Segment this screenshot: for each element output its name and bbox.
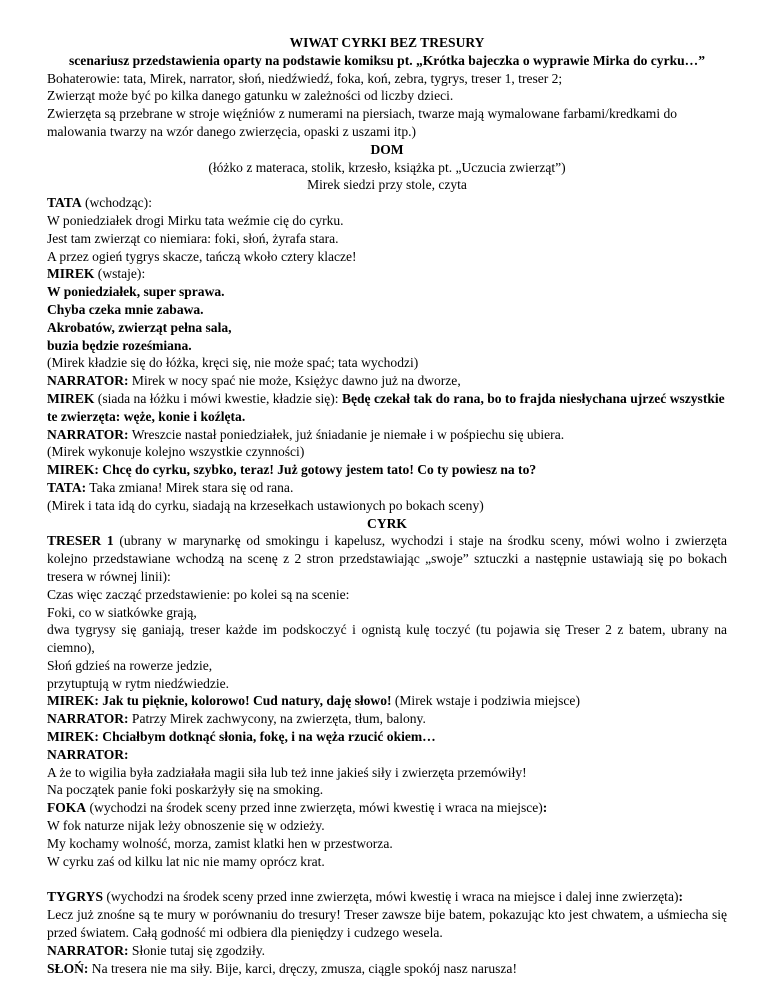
stage-note: (wychodzi na środek sceny przed inne zwierzęta, mówi kwestię i wraca na miejsce i dalej inne zwierzęta) — [102, 889, 679, 905]
document-subtitle: scenariusz przedstawienia oparty na podstawie komiksu pt. „Krótka bajeczka o wyprawie Mirka do cyrku…” — [69, 52, 705, 68]
speaker-mirek: MIREK — [47, 266, 95, 282]
colon: : — [678, 889, 683, 905]
stage-note: (siada na łóżku i mówi kwestie, kładzie się): — [94, 390, 342, 406]
dialogue-mirek — [47, 390, 727, 426]
stage-direction: (Mirek wykonuje kolejno wszystkie czynności) — [47, 444, 305, 460]
narrator-text: Wreszcie nastał poniedziałek, już śniadanie je niemałe i w pośpiechu się ubiera. — [128, 426, 565, 442]
mirek-line: MIREK: Jak tu pięknie, kolorowo! Cud natury, daję słowo! — [47, 693, 392, 709]
narrator-text: Mirek w nocy spać nie może, Księżyc dawno już na dworze, — [128, 373, 461, 389]
paragraph-gap — [47, 870, 727, 888]
verse-line: W cyrku zaś od kilku lat nic nie mamy oprócz krat. — [47, 853, 325, 869]
speaker-narrator: NARRATOR: — [47, 426, 129, 442]
dialogue-mirek: MIREK: Chciałbym dotknąć słonia, fokę, i na węża rzucić okiem… — [47, 729, 436, 745]
verse-line: Jest tam zwierząt co niemiara: foki, słoń, żyrafa stara. — [47, 230, 339, 246]
stage-setting: (łóżko z materaca, stolik, krzesło, książka pt. „Uczucia zwierząt”) — [208, 159, 566, 175]
verse-line: buzia będzie roześmiana. — [47, 337, 192, 353]
document-title: WIWAT CYRKI BEZ TRESURY — [289, 35, 485, 50]
dialogue-narrator — [47, 372, 727, 390]
intro-line: Bohaterowie: tata, Mirek, narrator, słoń, niedźwiedź, foka, koń, zebra, tygrys, treser 1, treser 2; — [47, 70, 563, 86]
slon-line: Na tresera nie ma siły. Bije, karci, dręczy, zmusza, ciągle spokój nasz narusza! — [88, 960, 517, 976]
stage-direction: (Mirek kładzie się do łóżka, kręci się, nie może spać; tata wychodzi) — [47, 355, 419, 371]
mirek-line: Będę czekał tak do rana, bo to frajda niesłychana ujrzeć wszystkie te zwierzęta: węże, konie i koźlęta. — [47, 390, 725, 424]
verse-line: A przez ogień tygrys skacze, tańczą wkoło cztery klacze! — [47, 248, 357, 264]
dialogue-narrator — [47, 426, 727, 444]
narrator-text: Na początek panie foki poskarżyły się na smoking. — [47, 782, 324, 798]
stage-note: (wychodzi na środek sceny przed inne zwierzęta, mówi kwestię i wraca na miejsce) — [86, 800, 543, 816]
scene-heading-dom: DOM — [370, 141, 404, 157]
dialogue-slon — [47, 960, 727, 978]
verse-line: Chyba czeka mnie zabawa. — [47, 301, 204, 317]
dialogue-mirek: MIREK: Chcę do cyrku, szybko, teraz! Już gotowy jestem tato! Co ty powiesz na to? — [47, 462, 537, 478]
dialogue-mirek — [47, 692, 727, 710]
speaker-slon: SŁOŃ: — [47, 960, 89, 976]
verse-line: My kochamy wolność, morza, zamist klatki hen w przestworza. — [47, 835, 393, 851]
scene-heading-cyrk: CYRK — [367, 515, 407, 531]
speaker-mirek: MIREK — [47, 390, 95, 406]
stage-note: (wchodząc): — [81, 195, 152, 211]
speaker-narrator: NARRATOR: — [47, 373, 129, 389]
tata-line: Taka zmiana! Mirek stara się od rana. — [86, 479, 294, 495]
dialogue-tata — [47, 479, 727, 497]
dialogue-tygrys — [47, 888, 727, 906]
dialogue-foka — [47, 799, 727, 817]
verse-line: W fok naturze nijak leży obnoszenie się w odzieży. — [47, 818, 325, 834]
dialogue-mirek — [47, 265, 727, 283]
verse-line: dwa tygrysy się ganiają, treser każde im podskoczyć i ognistą kulę toczyć (tu pojawia się Treser 2 z batem, ubrany na ciemno), — [47, 622, 727, 656]
verse-line: Czas więc zacząć przedstawienie: po kolei są na scenie: — [47, 586, 350, 602]
intro-line: Zwierzęta są przebrane w stroje więźniów z numerami na piersiach, twarze mają wymalowane farbami/kredkami do malowania twarzy na wzór danego zwierzęcia, opaski z uszami itp.) — [47, 106, 678, 139]
speaker-narrator: NARRATOR: — [47, 942, 129, 958]
tygrys-line: Lecz już znośne są te mury w porównaniu do tresury! Treser zawsze bije batem, pokazując kto jest chwatem, a uśmiecha się przed światem. Całą godność mi odbiera dla pieniędzy i cudzego wesela. — [47, 907, 727, 941]
verse-line: Foki, co w siatkówke grają, — [47, 604, 197, 620]
verse-line: W poniedziałek, super sprawa. — [47, 284, 225, 300]
stage-direction: (Mirek i tata idą do cyrku, siadają na krzesełkach ustawionych po bokach sceny) — [47, 497, 484, 513]
stage-note: (wstaje): — [94, 266, 146, 282]
speaker-tygrys: TYGRYS — [47, 889, 103, 905]
speaker-tata: TATA: — [47, 479, 87, 495]
intro-line: Zwierząt może być po kilka danego gatunku w zależności od liczby dzieci. — [47, 88, 454, 104]
speaker-treser: TRESER 1 — [47, 533, 114, 549]
dialogue-treser — [47, 532, 727, 585]
narrator-text: Patrzy Mirek zachwycony, na zwierzęta, tłum, balony. — [128, 711, 426, 727]
stage-note: (Mirek wstaje i podziwia miejsce) — [391, 693, 580, 709]
verse-line: Akrobatów, zwierząt pełna sala, — [47, 319, 232, 335]
narrator-text: A że to wigilia była zadziałała magii siła lub też inne jakieś siły i zwierzęta przemówiły! — [47, 764, 527, 780]
colon: : — [542, 800, 548, 816]
dialogue-tata — [47, 194, 727, 212]
speaker-tata: TATA — [47, 195, 82, 211]
speaker-foka: FOKA — [47, 800, 87, 816]
stage-note: (ubrany w marynarkę od smokingu i kapelusz, wychodzi i staje na środku sceny, mówi wolno i zwierzęta kolejno przedstawiane wchodzą na scenę z 2 stron przedstawiając „swoje” sztuczki a następnie ustawiają się po bokach tresera w równej linii): — [47, 533, 727, 584]
dialogue-narrator — [47, 942, 727, 960]
document-page — [47, 34, 727, 977]
verse-line: W poniedziałek drogi Mirku tata weźmie cię do cyrku. — [47, 212, 344, 228]
stage-setting: Mirek siedzi przy stole, czyta — [307, 177, 467, 193]
speaker-narrator: NARRATOR: — [47, 711, 129, 727]
speaker-narrator: NARRATOR: — [47, 746, 129, 762]
dialogue-narrator — [47, 710, 727, 728]
verse-line: przytuptują w rytm niedźwiedzie. — [47, 675, 230, 691]
narrator-text: Słonie tutaj się zgodziły. — [128, 942, 265, 958]
verse-line: Słoń gdzieś na rowerze jedzie, — [47, 657, 213, 673]
